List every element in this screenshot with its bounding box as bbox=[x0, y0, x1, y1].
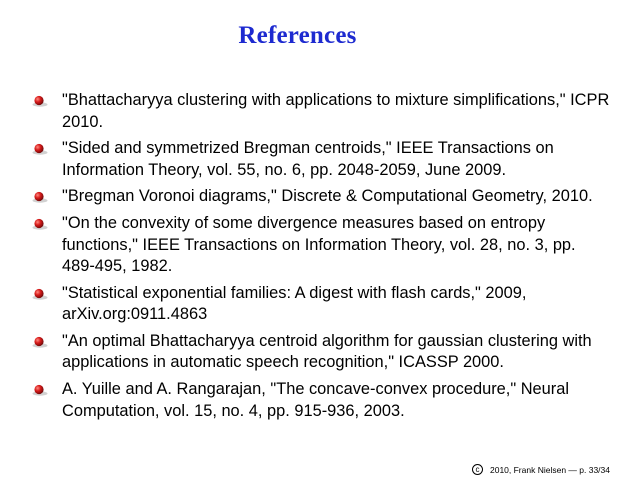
red-ball-bullet-icon bbox=[31, 336, 48, 348]
red-ball-bullet-icon bbox=[31, 218, 48, 230]
reference-list bbox=[30, 90, 610, 427]
red-ball-bullet-icon bbox=[31, 384, 48, 396]
copyright-icon: c bbox=[472, 464, 483, 475]
reference-item bbox=[30, 283, 610, 326]
reference-text: A. Yuille and A. Rangarajan, "The concave-convex procedure," Neural Computation, vol. 15, no. 4, pp. 915-936, 2003. bbox=[62, 380, 569, 420]
reference-item bbox=[30, 213, 610, 278]
slide-title: References bbox=[238, 22, 357, 49]
reference-item bbox=[30, 331, 610, 374]
reference-item bbox=[30, 186, 610, 208]
reference-item bbox=[30, 90, 610, 133]
reference-text: "Bregman Voronoi diagrams," Discrete & Computational Geometry, 2010. bbox=[62, 187, 593, 206]
reference-text: "An optimal Bhattacharyya centroid algorithm for gaussian clustering with applications in automatic speech recognition," ICASSP 2000. bbox=[62, 331, 592, 372]
reference-text: "Statistical exponential families: A digest with flash cards," 2009, arXiv.org:0911.4863 bbox=[62, 283, 527, 324]
red-ball-bullet-icon bbox=[31, 95, 48, 107]
reference-item bbox=[30, 138, 610, 181]
slide-footer bbox=[472, 464, 610, 475]
red-ball-bullet-icon bbox=[31, 191, 48, 203]
reference-item bbox=[30, 379, 610, 422]
red-ball-bullet-icon bbox=[31, 288, 48, 300]
reference-text: "On the convexity of some divergence measures based on entropy functions," IEEE Transactions on Information Theory, vol. 28, no. 3, pp. 489-495, 1982. bbox=[62, 214, 576, 276]
footer-text: 2010, Frank Nielsen — p. 33/34 bbox=[489, 464, 610, 475]
red-ball-bullet-icon bbox=[31, 143, 48, 155]
reference-text: "Sided and symmetrized Bregman centroids," IEEE Transactions on Information Theory, vol. 55, no. 6, pp. 2048-2059, June 2009. bbox=[62, 139, 554, 179]
reference-text: "Bhattacharyya clustering with applications to mixture simplifications," ICPR 2010. bbox=[62, 91, 610, 131]
